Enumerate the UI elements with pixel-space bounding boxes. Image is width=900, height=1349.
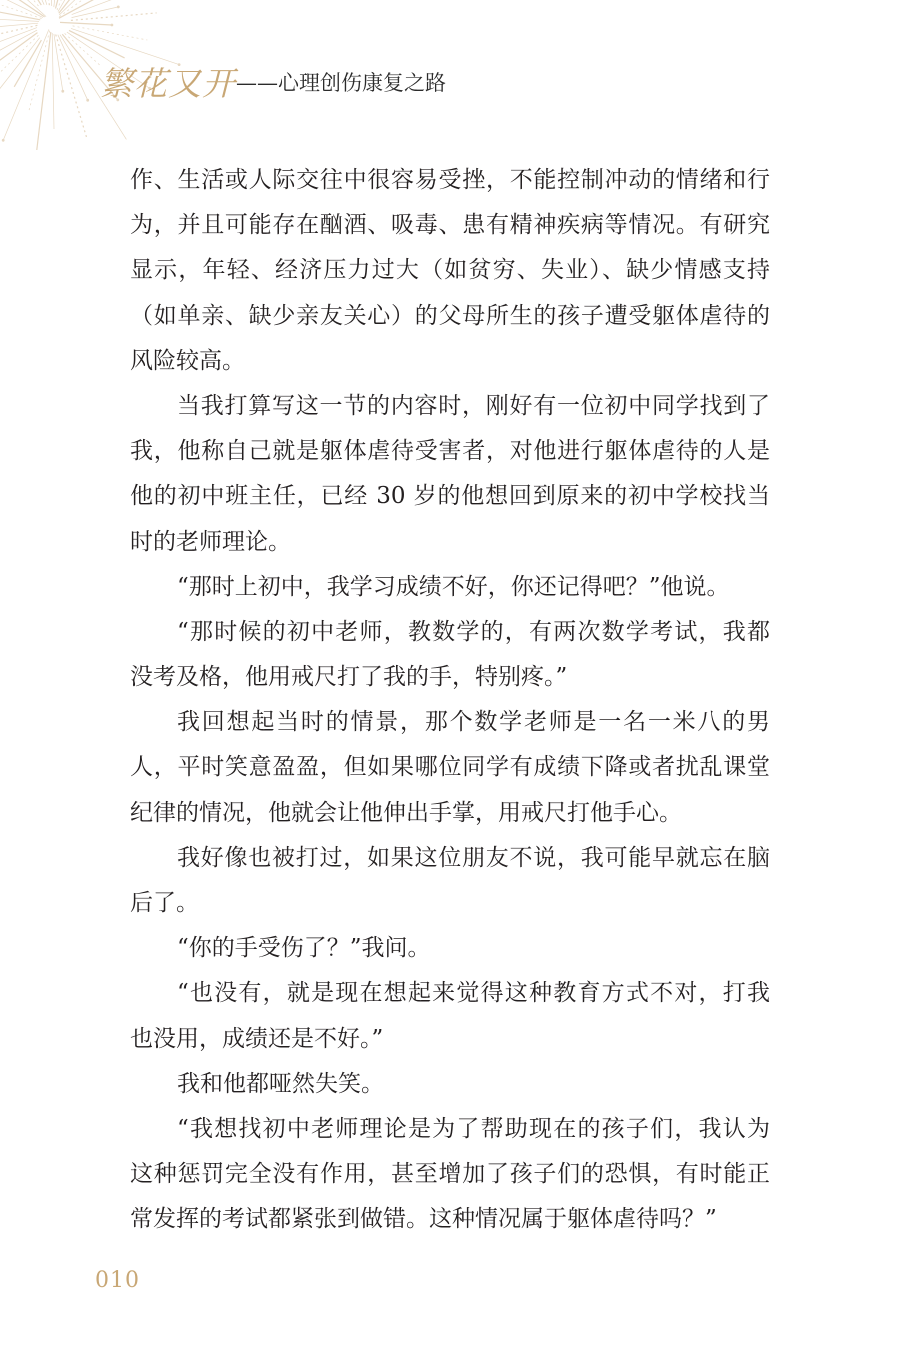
body-text <box>130 158 770 1243</box>
text-line: 我，他称自己就是躯体虐待受害者，对他进行躯体虐待的人是 <box>130 438 770 465</box>
firework-ray <box>0 17 39 21</box>
text-line: 没考及格，他用戒尺打了我的手，特别疼。” <box>130 664 568 691</box>
firework-ray <box>56 35 88 140</box>
text-line: “也没有，就是现在想起来觉得这种教育方式不对，打我 <box>177 980 770 1007</box>
text-line: “那时候的初中老师，教数学的，有两次数学考试，我都 <box>177 618 770 645</box>
book-title: 繁花又开 <box>100 64 236 103</box>
firework-ray <box>0 0 44 5</box>
firework-ray <box>0 0 45 17</box>
text-line: 常发挥的考试都紧张到做错。这种情况属于躯体虐待吗？” <box>130 1206 717 1233</box>
text-line: 作、生活或人际交往中很容易受挫，不能控制冲动的情绪和行 <box>130 167 770 193</box>
paragraph <box>130 971 770 1061</box>
text-line: “你的手受伤了？”我问。 <box>177 935 431 962</box>
paragraph <box>130 1062 770 1107</box>
paragraph <box>130 610 770 700</box>
book-subtitle: ——心理创伤康复之路 <box>236 71 446 95</box>
running-head <box>100 58 446 105</box>
firework-spark <box>2 139 5 142</box>
text-line: 我和他都哑然失笑。 <box>177 1070 384 1097</box>
firework-spark <box>111 24 114 27</box>
firework-spark <box>61 90 64 93</box>
firework-ray <box>0 0 39 6</box>
firework-spark <box>117 6 120 9</box>
text-line: 这种惩罚完全没有作用，甚至增加了孩子们的恐惧，有时能正 <box>130 1161 770 1188</box>
text-line: 他的初中班主任，已经 30 岁的他想回到原来的初中学校找当 <box>130 483 770 510</box>
firework-ray <box>71 13 157 21</box>
text-line: 我回想起当时的情景，那个数学老师是一名一米八的男 <box>177 709 770 736</box>
firework-ray <box>52 33 54 129</box>
text-line: 也没用，成绩还是不好。” <box>130 1025 384 1052</box>
paragraph <box>130 565 770 610</box>
page-number: 010 <box>95 1268 140 1293</box>
text-line: 风险较高。 <box>130 347 245 374</box>
firework-ray <box>69 30 125 58</box>
text-line: 我好像也被打过，如果这位朋友不说，我可能早就忘在脑 <box>177 844 770 871</box>
paragraph <box>130 1107 770 1243</box>
text-line: 人，平时笑意盈盈，但如果哪位同学有成绩下降或者扰乱课堂 <box>130 754 770 781</box>
firework-ray <box>54 0 63 7</box>
paragraph <box>130 384 770 565</box>
text-line: （如单亲、缺少亲友关心）的父母所生的孩子遭受躯体虐待的 <box>130 302 770 329</box>
firework-ray <box>0 35 38 126</box>
firework-ray <box>3 29 49 140</box>
paragraph <box>130 836 770 926</box>
text-line: 为，并且可能存在酗酒、吸毒、患有精神疾病等情况。有研究 <box>130 212 770 239</box>
text-line: 时的老师理论。 <box>130 528 291 555</box>
paragraph <box>130 700 770 836</box>
firework-ray <box>60 22 112 25</box>
text-line: 当我打算写这一节的内容时，刚好有一位初中同学找到了 <box>177 392 770 419</box>
paragraph <box>130 158 770 384</box>
text-line: “那时上初中，我学习成绩不好，你还记得吧？”他说。 <box>177 573 730 600</box>
text-line: 纪律的情况，他就会让他伸出手掌，用戒尺打他手心。 <box>130 799 682 826</box>
text-line: 后了。 <box>130 890 199 916</box>
firework-ray <box>0 0 43 18</box>
firework-spark <box>86 99 89 102</box>
firework-ray <box>59 0 126 18</box>
text-line: 显示，年轻、经济压力过大（如贫穷、失业）、缺少情感支持 <box>130 257 770 284</box>
firework-ray <box>35 32 51 150</box>
text-line: “我想找初中老师理论是为了帮助现在的孩子们，我认为 <box>177 1115 770 1142</box>
paragraph <box>130 926 770 971</box>
